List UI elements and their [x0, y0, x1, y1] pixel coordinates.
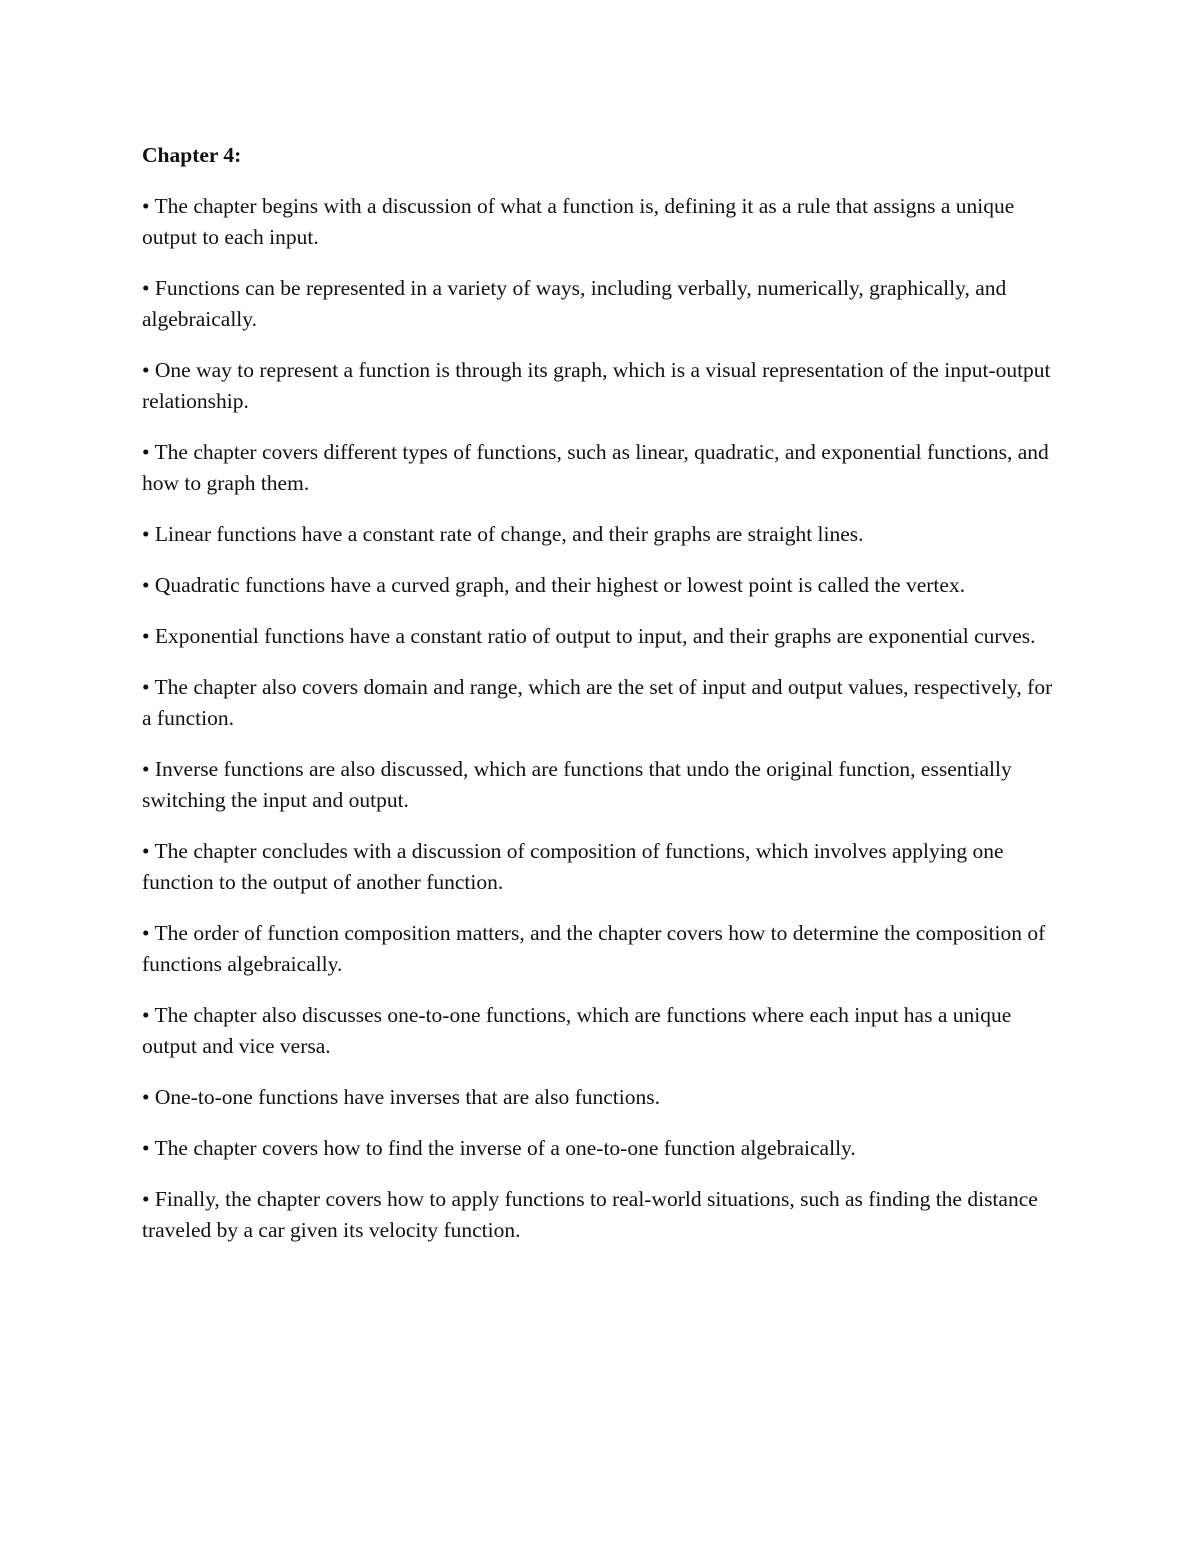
bullet-item: • Quadratic functions have a curved graph, and their highest or lowest point is called the vertex.: [142, 573, 966, 597]
chapter-heading: Chapter 4:: [142, 143, 242, 167]
bullet-item: • Linear functions have a constant rate of change, and their graphs are straight lines.: [142, 522, 864, 546]
bullet-item: • The chapter also covers domain and range, which are the set of input and output values, respectively, for a function.: [142, 675, 1053, 730]
document-body: [142, 140, 1062, 1266]
bullet-item: • The chapter concludes with a discussion of composition of functions, which involves applying one function to the output of another function.: [142, 839, 1004, 894]
bullet-item: • Functions can be represented in a variety of ways, including verbally, numerically, graphically, and algebraically.: [142, 276, 1007, 331]
bullet-item: • One-to-one functions have inverses that are also functions.: [142, 1085, 660, 1109]
bullet-item: • Inverse functions are also discussed, which are functions that undo the original function, essentially switching the input and output.: [142, 757, 1012, 812]
bullet-item: • Finally, the chapter covers how to apply functions to real-world situations, such as finding the distance traveled by a car given its velocity function.: [142, 1187, 1038, 1242]
bullet-item: • The order of function composition matters, and the chapter covers how to determine the composition of functions algebraically.: [142, 921, 1046, 976]
bullet-item: • The chapter begins with a discussion of what a function is, defining it as a rule that assigns a unique output to each input.: [142, 194, 1015, 249]
bullet-item: • One way to represent a function is through its graph, which is a visual representation of the input-output relationship.: [142, 358, 1051, 413]
bullet-item: • The chapter covers how to find the inverse of a one-to-one function algebraically.: [142, 1136, 856, 1160]
bullet-item: • The chapter covers different types of functions, such as linear, quadratic, and exponential functions, and how to graph them.: [142, 440, 1049, 495]
bullet-item: • The chapter also discusses one-to-one functions, which are functions where each input has a unique output and vice versa.: [142, 1003, 1012, 1058]
bullet-item: • Exponential functions have a constant ratio of output to input, and their graphs are exponential curves.: [142, 624, 1036, 648]
